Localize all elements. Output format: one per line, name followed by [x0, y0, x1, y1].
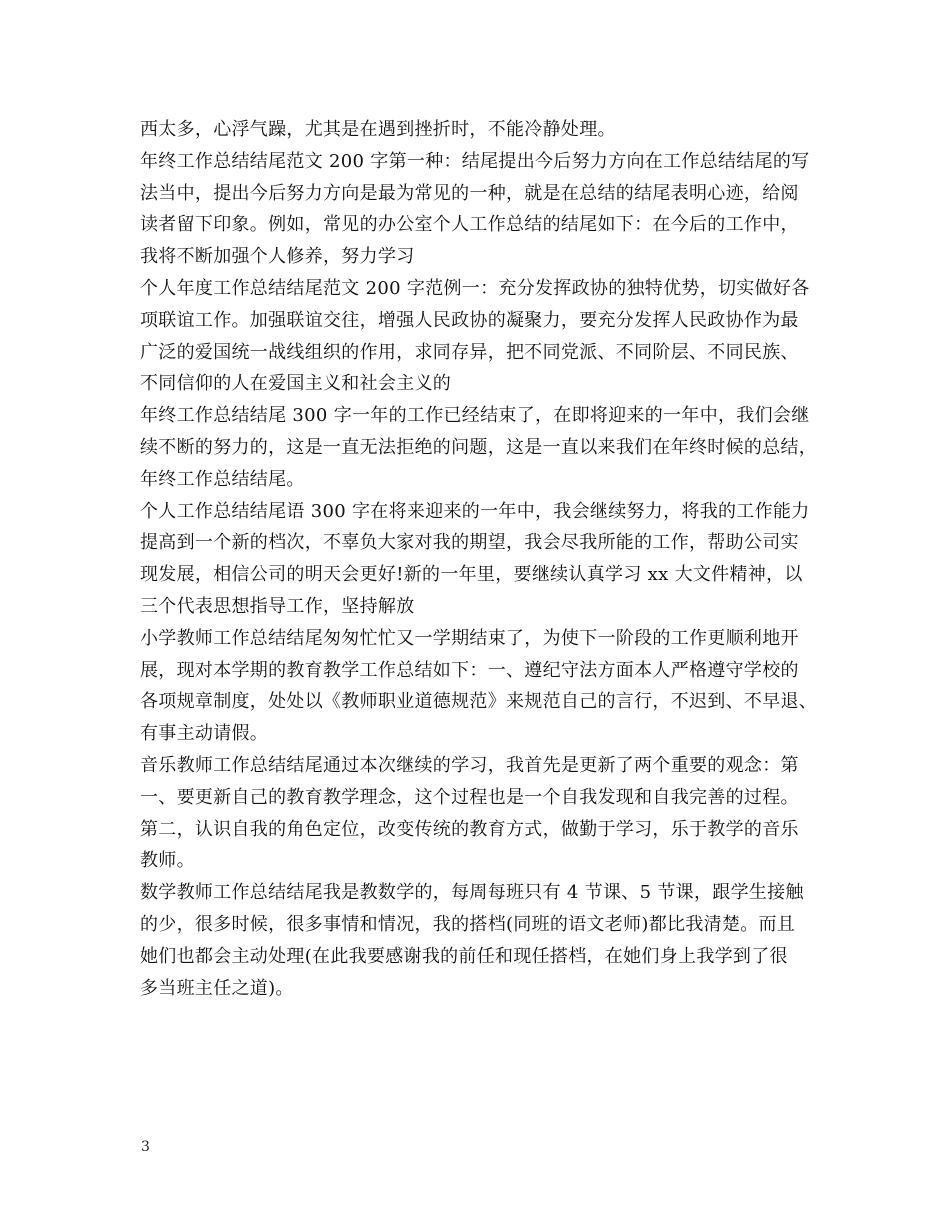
text-line: 项联谊工作。加强联谊交往，增强人民政协的凝聚力，要充分发挥人民政协作为最 [140, 309, 799, 331]
text-line: 读者留下印象。例如，常见的办公室个人工作总结的结尾如下：在今后的工作中， [140, 214, 799, 236]
text-line: 第二，认识自我的角色定位，改变传统的教育方式，做勤于学习，乐于教学的音乐 [140, 818, 799, 840]
text-line: 的少，很多时候，很多事情和情况，我的搭档(同班的语文老师)都比我清楚。而且 [140, 913, 796, 935]
paragraph [140, 400, 818, 495]
text-line: 各项规章制度，处处以《教师职业道德规范》来规范自己的言行，不迟到、不早退、 [140, 691, 818, 713]
text-line: 现发展，相信公司的明天会更好!新的一年里，要继续认真学习 xx 大文件精神，以 [140, 564, 803, 586]
text-line: 年终工作总结结尾。 [140, 468, 305, 490]
text-line: 不同信仰的人在爱国主义和社会主义的 [140, 373, 452, 395]
page-number: 3 [141, 1139, 150, 1155]
paragraph [140, 750, 812, 877]
text-line: 法当中，提出今后努力方向是最为常见的一种，就是在总结的结尾表明心迹，给阅 [140, 182, 799, 204]
paragraph [140, 496, 812, 623]
paragraph [140, 114, 812, 146]
text-line: 小学教师工作总结结尾匆匆忙忙又一学期结束了，为使下一阶段的工作更顺利地开 [140, 627, 799, 649]
text-line: 三个代表思想指导工作，坚持解放 [140, 595, 415, 617]
text-line: 广泛的爱国统一战线组织的作用，求同存异，把不同党派、不同阶层、不同民族、 [140, 341, 799, 363]
paragraph [140, 273, 812, 400]
text-line: 年终工作总结结尾 300 字一年的工作已经结束了，在即将迎来的一年中，我们会继 [140, 405, 810, 427]
paragraph [140, 877, 812, 1004]
text-line: 她们也都会主动处理(在此我要感谢我的前任和现任搭档，在她们身上我学到了很 [140, 945, 788, 967]
text-line: 续不断的努力的，这是一直无法拒绝的问题，这是一直以来我们在年终时候的总结， [140, 436, 818, 458]
paragraph [140, 623, 818, 750]
text-line: 数学教师工作总结结尾我是教数学的，每周每班只有 4 节课、5 节课，跟学生接触 [140, 882, 804, 904]
text-line: 有事主动请假。 [140, 723, 269, 745]
text-line: 音乐教师工作总结结尾通过本次继续的学习，我首先是更新了两个重要的观念：第 [140, 754, 799, 776]
paragraph [140, 146, 812, 273]
text-line: 个人年度工作总结结尾范文 200 字范例一：充分发挥政协的独特优势，切实做好各 [140, 277, 810, 299]
text-line: 年终工作总结结尾范文 200 字第一种：结尾提出今后努力方向在工作总结结尾的写 [140, 150, 810, 172]
text-line: 展，现对本学期的教育教学工作总结如下：一、遵纪守法方面本人严格遵守学校的 [140, 659, 799, 681]
text-line: 提高到一个新的档次，不辜负大家对我的期望，我会尽我所能的工作，帮助公司实 [140, 532, 799, 554]
text-line: 教师。 [140, 850, 195, 872]
text-line: 一、要更新自己的教育教学理念，这个过程也是一个自我发现和自我完善的过程。 [140, 786, 799, 808]
document-body [140, 114, 818, 1004]
text-line: 我将不断加强个人修养，努力学习 [140, 246, 415, 268]
text-line: 多当班主任之道)。 [140, 977, 294, 999]
text-line: 个人工作总结结尾语 300 字在将来迎来的一年中，我会继续努力，将我的工作能力 [140, 500, 810, 522]
text-line: 西太多，心浮气躁，尤其是在遇到挫折时，不能冷静处理。 [140, 119, 616, 140]
